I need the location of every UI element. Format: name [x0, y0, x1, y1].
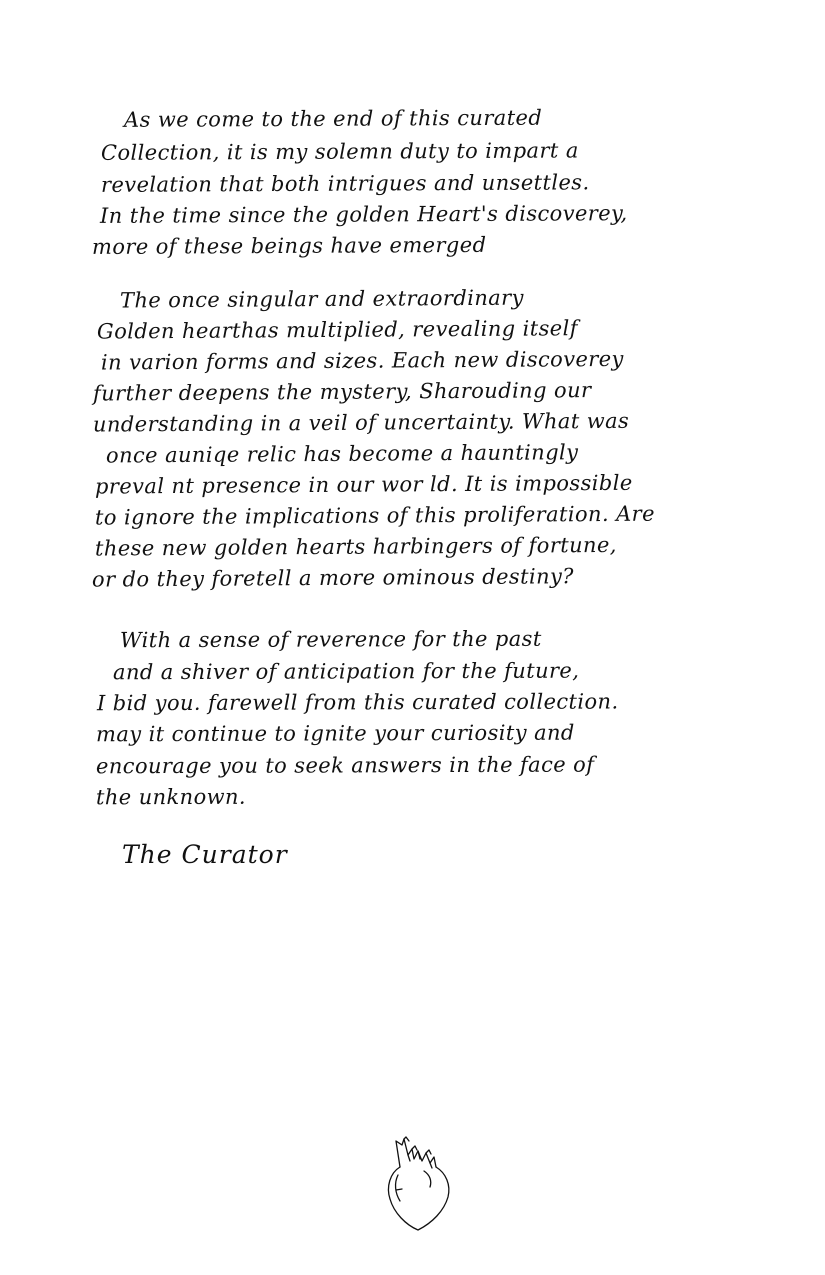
letter-line: or do they foretell a more ominous destiny? — [91, 564, 574, 592]
letter-line: encourage you to seek answers in the face of — [95, 752, 595, 779]
golden-heart-sketch-icon — [382, 1135, 454, 1235]
letter-line: Golden hearthas multiplied, revealing itself — [96, 316, 578, 344]
letter-line: With a sense of reverence for the past — [119, 626, 542, 653]
letter-line: I bid you. farewell from this curated collection. — [96, 689, 619, 716]
letter-line: The once singular and extraordinary — [119, 285, 524, 313]
letter-line: Collection, it is my solemn duty to impart a — [100, 138, 579, 165]
letter-line: revelation that both intrigues and unsettles. — [100, 170, 590, 197]
letter-line: further deepens the mystery, Sharouding our — [92, 378, 592, 406]
letter-line: As we come to the end of this curated — [123, 105, 543, 132]
letter-line: the unknown. — [95, 784, 247, 810]
letter-line: to ignore the implications of this proliferation. Are — [94, 501, 655, 530]
letter-line: preval nt presence in our wor ld. It is impossible — [94, 470, 633, 499]
letter-line: and a shiver of anticipation for the future, — [112, 658, 580, 685]
signature: The Curator — [122, 840, 288, 869]
letter-line: may it continue to ignite your curiosity and — [95, 720, 575, 747]
letter-line: these new golden hearts harbingers of fortune, — [94, 532, 617, 561]
letter-line: In the time since the golden Heart's discoverey, — [99, 201, 628, 228]
letter-line: more of these beings have emerged — [91, 232, 487, 259]
letter-line: once auniqe relic has become a hauntingly — [105, 440, 579, 468]
letter-line: in varion forms and sizes. Each new discoverey — [100, 346, 624, 375]
letter-line: understanding in a veil of uncertainty. What was — [92, 408, 630, 437]
